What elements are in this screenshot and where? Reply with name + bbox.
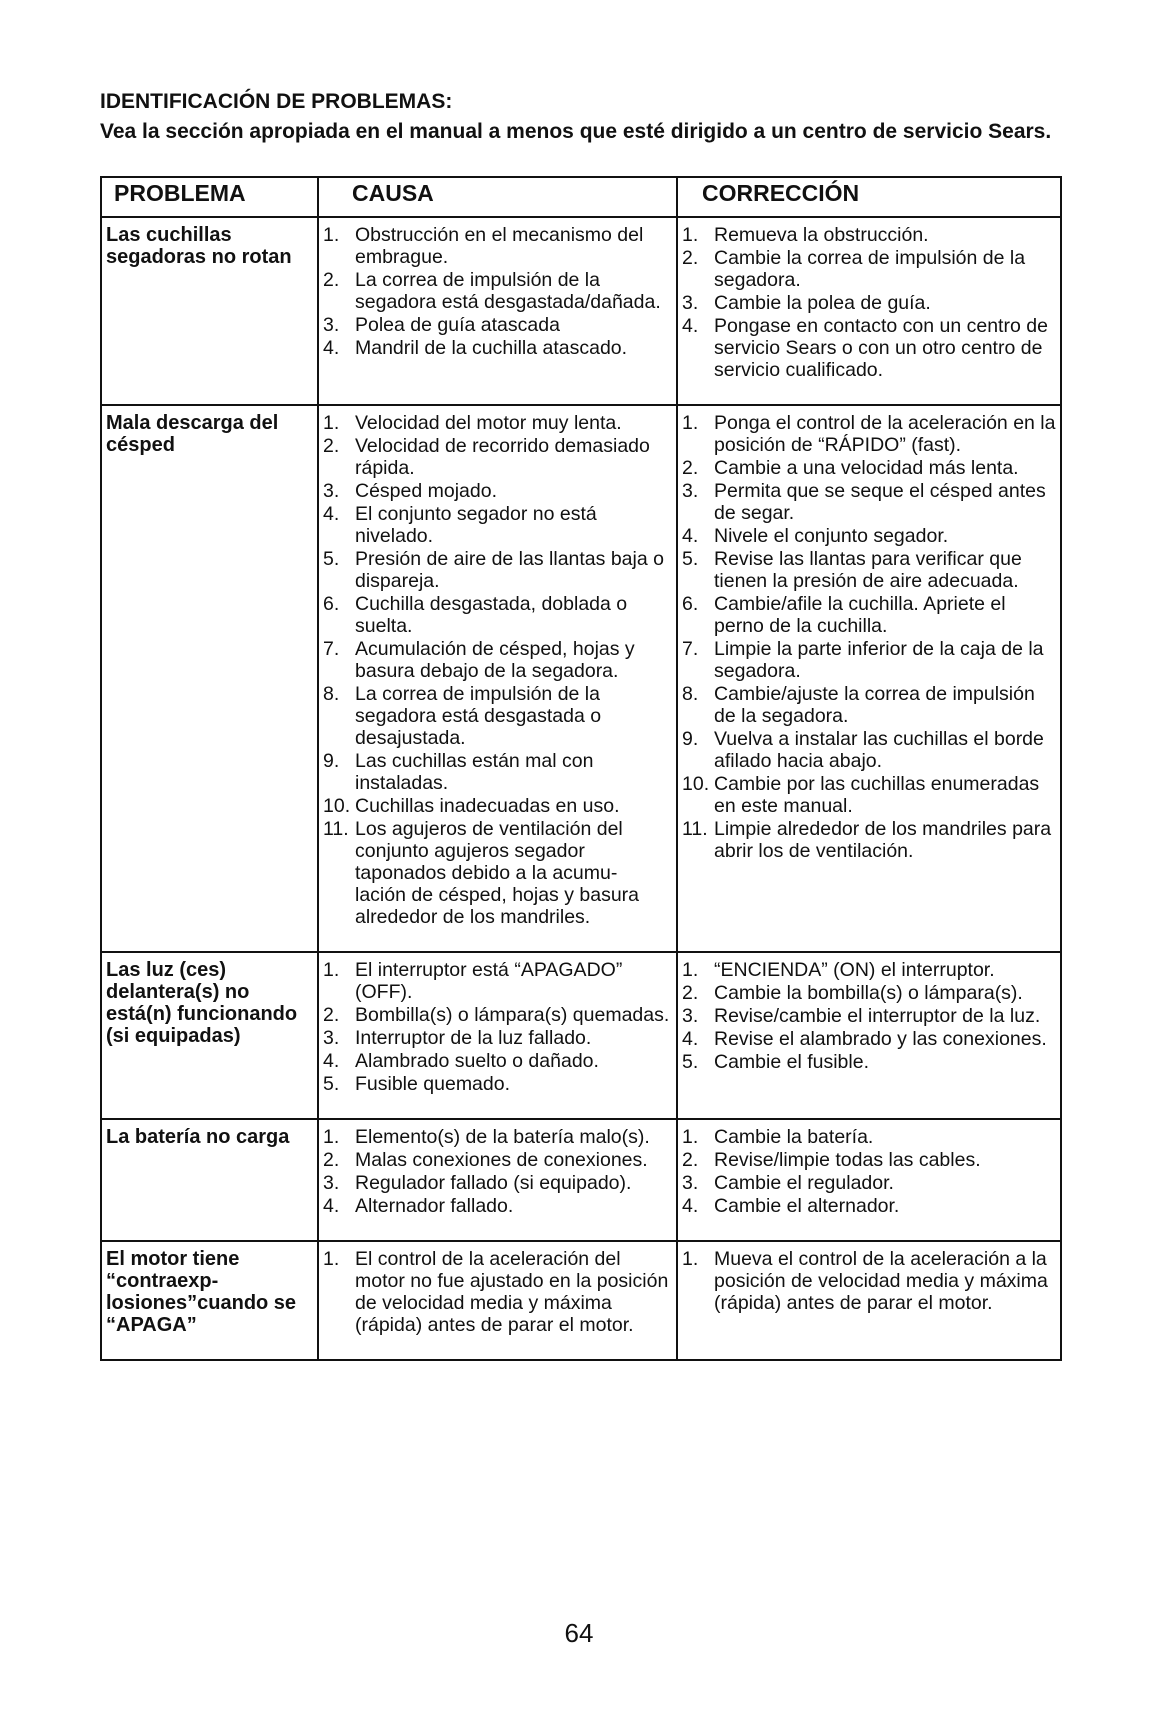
table-header-row (101, 177, 1061, 217)
item-number: 3. (682, 292, 699, 314)
item-number: 1. (682, 412, 699, 434)
correction-item (682, 1028, 1056, 1050)
item-number: 4. (682, 1195, 699, 1217)
cause-item (323, 959, 672, 1003)
correction-list (682, 1248, 1056, 1314)
correction-text: Remueva la obstrucción. (714, 224, 929, 246)
correction-list (682, 959, 1056, 1073)
correction-item (682, 292, 1056, 314)
cause-item (323, 1050, 672, 1072)
correction-item (682, 525, 1056, 547)
correction-text: Pongase en contacto con un centro de servicio Sears o con un otro centro de servicio cualificado. (714, 315, 1048, 381)
item-number: 3. (682, 480, 699, 502)
item-number: 2. (323, 1149, 340, 1171)
cause-text: Presión de aire de las llantas baja o dispareja. (355, 548, 664, 592)
cause-item (323, 593, 672, 637)
correction-cell (677, 1241, 1061, 1360)
correction-item (682, 982, 1056, 1004)
item-number: 5. (682, 548, 699, 570)
correction-cell (677, 1119, 1061, 1241)
item-number: 1. (682, 1126, 699, 1148)
table-row (101, 405, 1061, 952)
item-number: 5. (323, 548, 340, 570)
correction-text: Vuelva a instalar las cuchillas el borde afilado hacia abajo. (714, 728, 1044, 772)
cause-item (323, 1004, 672, 1026)
correction-text: Cambie el fusible. (714, 1051, 869, 1073)
correction-text: Cambie a una velocidad más lenta. (714, 457, 1019, 479)
cause-text: Bombilla(s) o lámpara(s) quemadas. (355, 1004, 670, 1026)
correction-text: Mueva el control de la aceleración a la posición de velocidad media y máxima (rápida) antes de parar el motor. (714, 1248, 1048, 1314)
table-row (101, 1119, 1061, 1241)
cause-item (323, 337, 672, 359)
correction-text: Ponga el control de la aceleración en la posición de “RÁPIDO” (fast). (714, 412, 1056, 456)
cause-cell (318, 1119, 677, 1241)
cause-item (323, 750, 672, 794)
cause-list (323, 1248, 672, 1336)
correction-item (682, 638, 1056, 682)
correction-list (682, 412, 1056, 862)
correction-item (682, 1149, 1056, 1171)
item-number: 3. (323, 480, 340, 502)
correction-text: Cambie/ajuste la correa de impulsión de la segadora. (714, 683, 1035, 727)
column-header-correction: CORRECCIÓN (677, 177, 1061, 217)
correction-item (682, 728, 1056, 772)
cause-text: Polea de guía atascada (355, 314, 560, 336)
cause-text: Césped mojado. (355, 480, 498, 502)
correction-text: Limpie alrededor de los mandriles para abrir los de ventilación. (714, 818, 1052, 862)
correction-text: Cambie la polea de guía. (714, 292, 931, 314)
cause-text: El control de la aceleración del motor no fue ajustado en la posición de velocidad media y máxima (rápida) antes de parar el motor. (355, 1248, 669, 1336)
correction-text: Cambie/afile la cuchilla. Apriete el perno de la cuchilla. (714, 593, 1006, 637)
correction-item (682, 818, 1056, 862)
correction-item (682, 457, 1056, 479)
cause-text: Cuchillas inadecuadas en uso. (355, 795, 620, 817)
cause-text: Los agujeros de ventilación del conjunto agujeros segador taponados debido a la acumu- lación de césped, hojas y basura alrededor de los mandriles. (355, 818, 640, 928)
correction-item (682, 412, 1056, 456)
correction-list (682, 224, 1056, 381)
item-number: 7. (323, 638, 340, 660)
item-number: 1. (323, 959, 340, 981)
cause-cell (318, 217, 677, 405)
cause-item (323, 480, 672, 502)
page-subheading: Vea la sección apropiada en el manual a menos que esté dirigido a un centro de servicio Sears. (100, 120, 1052, 143)
item-number: 9. (323, 750, 340, 772)
cause-text: El conjunto segador no está nivelado. (355, 503, 597, 547)
item-number: 1. (323, 1126, 340, 1148)
correction-text: Cambie por las cuchillas enumeradas en este manual. (714, 773, 1040, 817)
item-number: 10. (323, 795, 351, 817)
cause-item (323, 1126, 672, 1148)
item-number: 1. (682, 959, 699, 981)
item-number: 3. (682, 1172, 699, 1194)
cause-item (323, 638, 672, 682)
cause-text: Cuchilla desgastada, doblada o suelta. (355, 593, 628, 637)
cause-item (323, 435, 672, 479)
item-number: 4. (323, 1195, 340, 1217)
table-body (101, 217, 1061, 1360)
cause-item (323, 1172, 672, 1194)
item-number: 6. (682, 593, 699, 615)
item-number: 1. (323, 224, 340, 246)
table-row (101, 217, 1061, 405)
problem-cell: La batería no carga (101, 1119, 318, 1241)
correction-item (682, 1248, 1056, 1314)
correction-item (682, 959, 1056, 981)
correction-item (682, 224, 1056, 246)
item-number: 3. (682, 1005, 699, 1027)
correction-item (682, 1051, 1056, 1073)
cause-item (323, 818, 672, 928)
correction-item (682, 315, 1056, 381)
cause-item (323, 1149, 672, 1171)
correction-text: Nivele el conjunto segador. (714, 525, 949, 547)
cause-text: Obstrucción en el mecanismo del embrague. (355, 224, 644, 268)
cause-text: Alternador fallado. (355, 1195, 514, 1217)
item-number: 1. (682, 224, 699, 246)
item-number: 10. (682, 773, 710, 795)
cause-list (323, 412, 672, 928)
item-number: 8. (682, 683, 699, 705)
cause-text: El interruptor está “APAGADO” (OFF). (355, 959, 623, 1003)
cause-item (323, 503, 672, 547)
correction-text: Revise el alambrado y las conexiones. (714, 1028, 1047, 1050)
item-number: 6. (323, 593, 340, 615)
table-row (101, 1241, 1061, 1360)
column-header-cause: CAUSA (318, 177, 677, 217)
problem-cell: Las cuchillas segadoras no rotan (101, 217, 318, 405)
correction-item (682, 773, 1056, 817)
problem-cell: Las luz (ces) delantera(s) no está(n) funcionando (si equipadas) (101, 952, 318, 1119)
cause-item (323, 314, 672, 336)
item-number: 2. (682, 457, 699, 479)
cause-text: La correa de impulsión de la segadora está desgastada o desajustada. (355, 683, 602, 749)
page-heading: IDENTIFICACIÓN DE PROBLEMAS: (100, 90, 453, 113)
cause-text: Regulador fallado (si equipado). (355, 1172, 632, 1194)
correction-item (682, 247, 1056, 291)
correction-text: Cambie el regulador. (714, 1172, 894, 1194)
item-number: 3. (323, 1172, 340, 1194)
cause-text: La correa de impulsión de la segadora está desgastada/dañada. (355, 269, 661, 313)
item-number: 1. (682, 1248, 699, 1270)
item-number: 3. (323, 314, 340, 336)
problem-cell: Mala descarga del césped (101, 405, 318, 952)
cause-item (323, 1073, 672, 1095)
cause-text: Malas conexiones de conexiones. (355, 1149, 648, 1171)
correction-text: Revise las llantas para verificar que tienen la presión de aire adecuada. (714, 548, 1022, 592)
cause-item (323, 269, 672, 313)
correction-cell (677, 217, 1061, 405)
item-number: 3. (323, 1027, 340, 1049)
item-number: 1. (323, 412, 340, 434)
cause-list (323, 1126, 672, 1217)
item-number: 7. (682, 638, 699, 660)
correction-text: Revise/limpie todas las cables. (714, 1149, 981, 1171)
cause-list (323, 224, 672, 359)
item-number: 5. (323, 1073, 340, 1095)
item-number: 2. (323, 435, 340, 457)
correction-item (682, 1172, 1056, 1194)
cause-item (323, 1248, 672, 1336)
correction-item (682, 548, 1056, 592)
cause-text: Velocidad de recorrido demasiado rápida. (355, 435, 650, 479)
problem-cell: El motor tiene “contraexp- losiones”cuando se “APAGA” (101, 1241, 318, 1360)
cause-text: Elemento(s) de la batería malo(s). (355, 1126, 650, 1148)
item-number: 5. (682, 1051, 699, 1073)
item-number: 4. (323, 337, 340, 359)
correction-item (682, 1005, 1056, 1027)
cause-cell (318, 405, 677, 952)
correction-text: Cambie la batería. (714, 1126, 874, 1148)
correction-text: Revise/cambie el interruptor de la luz. (714, 1005, 1041, 1027)
item-number: 2. (323, 1004, 340, 1026)
item-number: 2. (682, 1149, 699, 1171)
item-number: 4. (682, 525, 699, 547)
cause-item (323, 1027, 672, 1049)
correction-text: Permita que se seque el césped antes de segar. (714, 480, 1046, 524)
cause-item (323, 548, 672, 592)
cause-list (323, 959, 672, 1095)
item-number: 2. (323, 269, 340, 291)
correction-text: Limpie la parte inferior de la caja de la segadora. (714, 638, 1044, 682)
item-number: 1. (323, 1248, 340, 1270)
item-number: 11. (323, 818, 349, 840)
cause-item (323, 1195, 672, 1217)
troubleshooting-table (100, 176, 1062, 1361)
cause-text: Velocidad del motor muy lenta. (355, 412, 622, 434)
correction-item (682, 683, 1056, 727)
correction-text: Cambie la correa de impulsión de la segadora. (714, 247, 1026, 291)
correction-item (682, 593, 1056, 637)
cause-text: Fusible quemado. (355, 1073, 511, 1095)
item-number: 2. (682, 982, 699, 1004)
correction-text: “ENCIENDA” (ON) el interruptor. (714, 959, 995, 981)
correction-text: Cambie la bombilla(s) o lámpara(s). (714, 982, 1023, 1004)
cause-text: Alambrado suelto o dañado. (355, 1050, 599, 1072)
cause-text: Interruptor de la luz fallado. (355, 1027, 592, 1049)
cause-item (323, 412, 672, 434)
cause-item (323, 683, 672, 749)
item-number: 4. (323, 503, 340, 525)
item-number: 4. (682, 315, 699, 337)
cause-cell (318, 1241, 677, 1360)
correction-cell (677, 952, 1061, 1119)
page-number: 64 (564, 1618, 594, 1648)
item-number: 8. (323, 683, 340, 705)
table-row (101, 952, 1061, 1119)
item-number: 9. (682, 728, 699, 750)
item-number: 11. (682, 818, 708, 840)
correction-item (682, 1126, 1056, 1148)
correction-item (682, 1195, 1056, 1217)
cause-item (323, 795, 672, 817)
cause-cell (318, 952, 677, 1119)
correction-list (682, 1126, 1056, 1217)
cause-text: Las cuchillas están mal con instaladas. (355, 750, 594, 794)
item-number: 4. (323, 1050, 340, 1072)
item-number: 2. (682, 247, 699, 269)
item-number: 4. (682, 1028, 699, 1050)
cause-text: Acumulación de césped, hojas y basura debajo de la segadora. (355, 638, 635, 682)
correction-text: Cambie el alternador. (714, 1195, 900, 1217)
correction-item (682, 480, 1056, 524)
cause-item (323, 224, 672, 268)
column-header-problem: PROBLEMA (101, 177, 318, 217)
cause-text: Mandril de la cuchilla atascado. (355, 337, 628, 359)
correction-cell (677, 405, 1061, 952)
